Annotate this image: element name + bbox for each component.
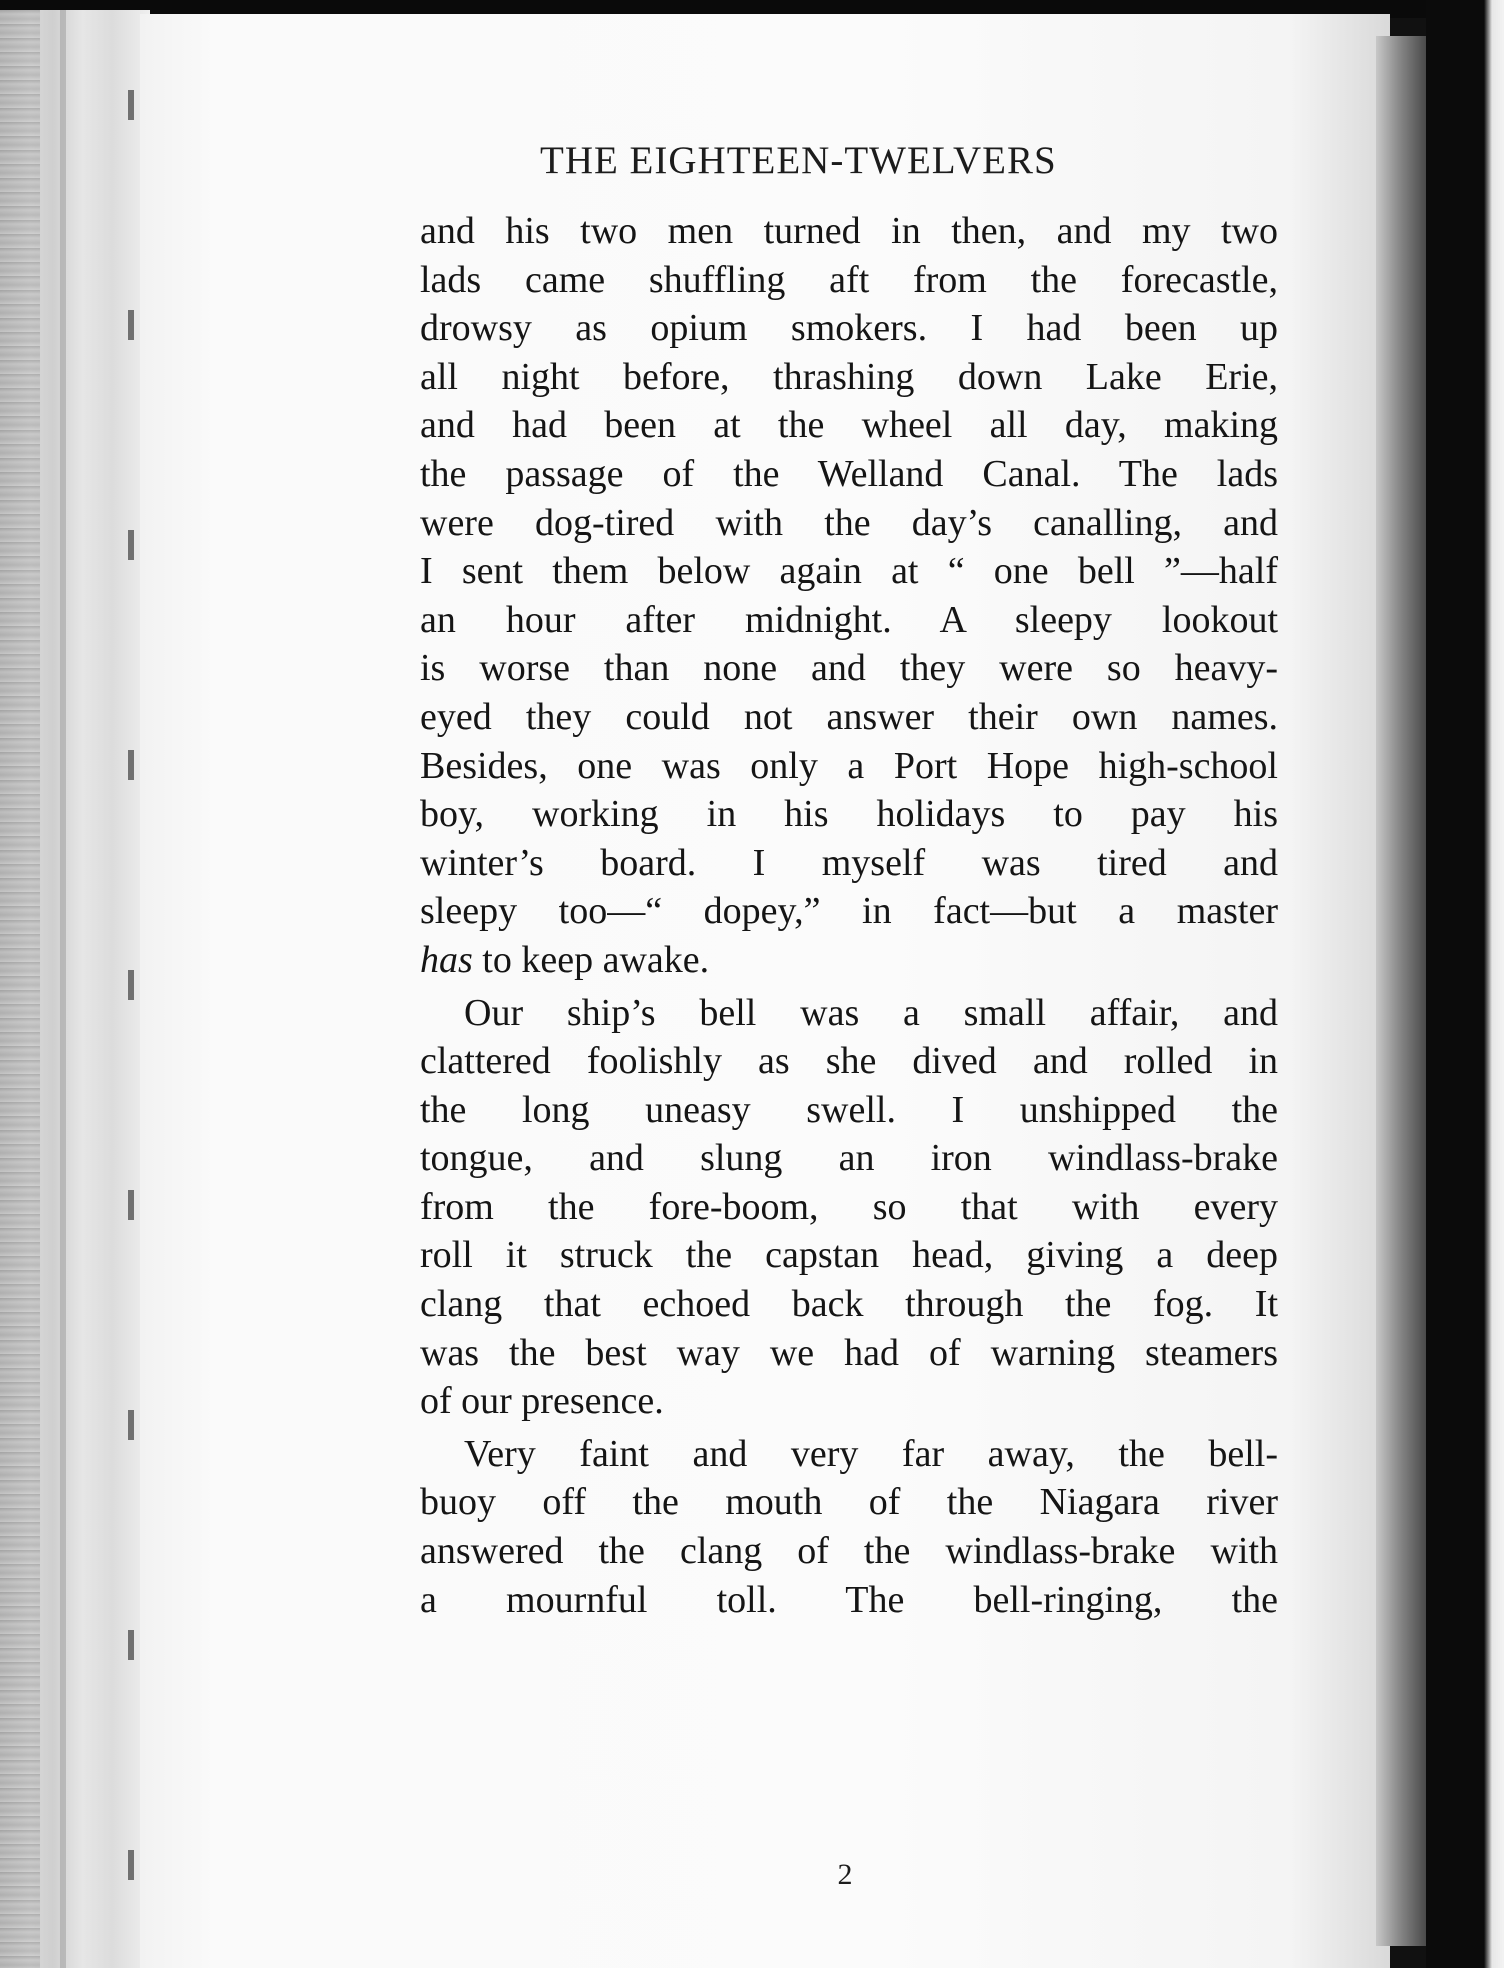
text-line: from the fore-boom, so that with every	[420, 1185, 1278, 1228]
text-line: tongue, and slung an iron windlass-brake	[420, 1137, 1278, 1180]
text-line: was the best way we had of warning steamers	[420, 1331, 1278, 1374]
text-line: clattered foolishly as she dived and rolled in	[420, 1040, 1278, 1083]
text-line: a mournful toll. The bell-ringing, the	[420, 1578, 1278, 1621]
text-line: lads came shuffling aft from the forecastle,	[420, 258, 1278, 301]
text-line: and had been at the wheel all day, making	[420, 404, 1278, 447]
text-line: boy, working in his holidays to pay his	[420, 793, 1278, 836]
text-line: an hour after midnight. A sleepy lookout	[420, 598, 1278, 641]
text-line: the long uneasy swell. I unshipped the	[420, 1088, 1278, 1131]
text-line: winter’s board. I myself was tired and	[420, 841, 1278, 884]
paragraph-1	[420, 207, 1278, 985]
text-line: of our presence.	[420, 1380, 664, 1423]
binding-marks	[128, 90, 134, 1940]
text-fragment: to keep awake.	[472, 938, 710, 981]
italic-word: has	[420, 938, 473, 981]
text-line: sleepy too—“ dopey,” in fact—but a master	[420, 890, 1278, 933]
text-line: I sent them below again at “ one bell ”—half	[420, 550, 1278, 593]
text-line: Very faint and very far away, the bell-	[464, 1432, 1278, 1475]
gutter-shadow	[1376, 36, 1426, 1946]
text-line: drowsy as opium smokers. I had been up	[420, 307, 1278, 350]
text-line: roll it struck the capstan head, giving a deep	[420, 1234, 1278, 1277]
paragraph-2	[420, 989, 1278, 1426]
text-line: Besides, one was only a Port Hope high-school	[420, 744, 1278, 787]
running-head: THE EIGHTEEN-TWELVERS	[540, 139, 1057, 182]
text-line: and his two men turned in then, and my two	[420, 210, 1278, 252]
facing-page-edge	[1484, 0, 1504, 1968]
text-line	[420, 936, 1278, 985]
text-line: Our ship’s bell was a small affair, and	[464, 991, 1278, 1034]
paragraph-3	[420, 1430, 1278, 1624]
text-line: buoy off the mouth of the Niagara river	[420, 1481, 1278, 1524]
text-line: eyed they could not answer their own names.	[420, 695, 1278, 738]
page-number: 2	[837, 1858, 853, 1891]
body-text	[420, 207, 1278, 1624]
text-line: is worse than none and they were so heavy-	[420, 647, 1278, 690]
text-line: were dog-tired with the day’s canalling, and	[420, 501, 1278, 544]
text-line: all night before, thrashing down Lake Erie,	[420, 355, 1278, 398]
text-line: clang that echoed back through the fog. It	[420, 1283, 1278, 1326]
text-line: answered the clang of the windlass-brake with	[420, 1530, 1278, 1573]
text-line: the passage of the Welland Canal. The lads	[420, 452, 1278, 495]
